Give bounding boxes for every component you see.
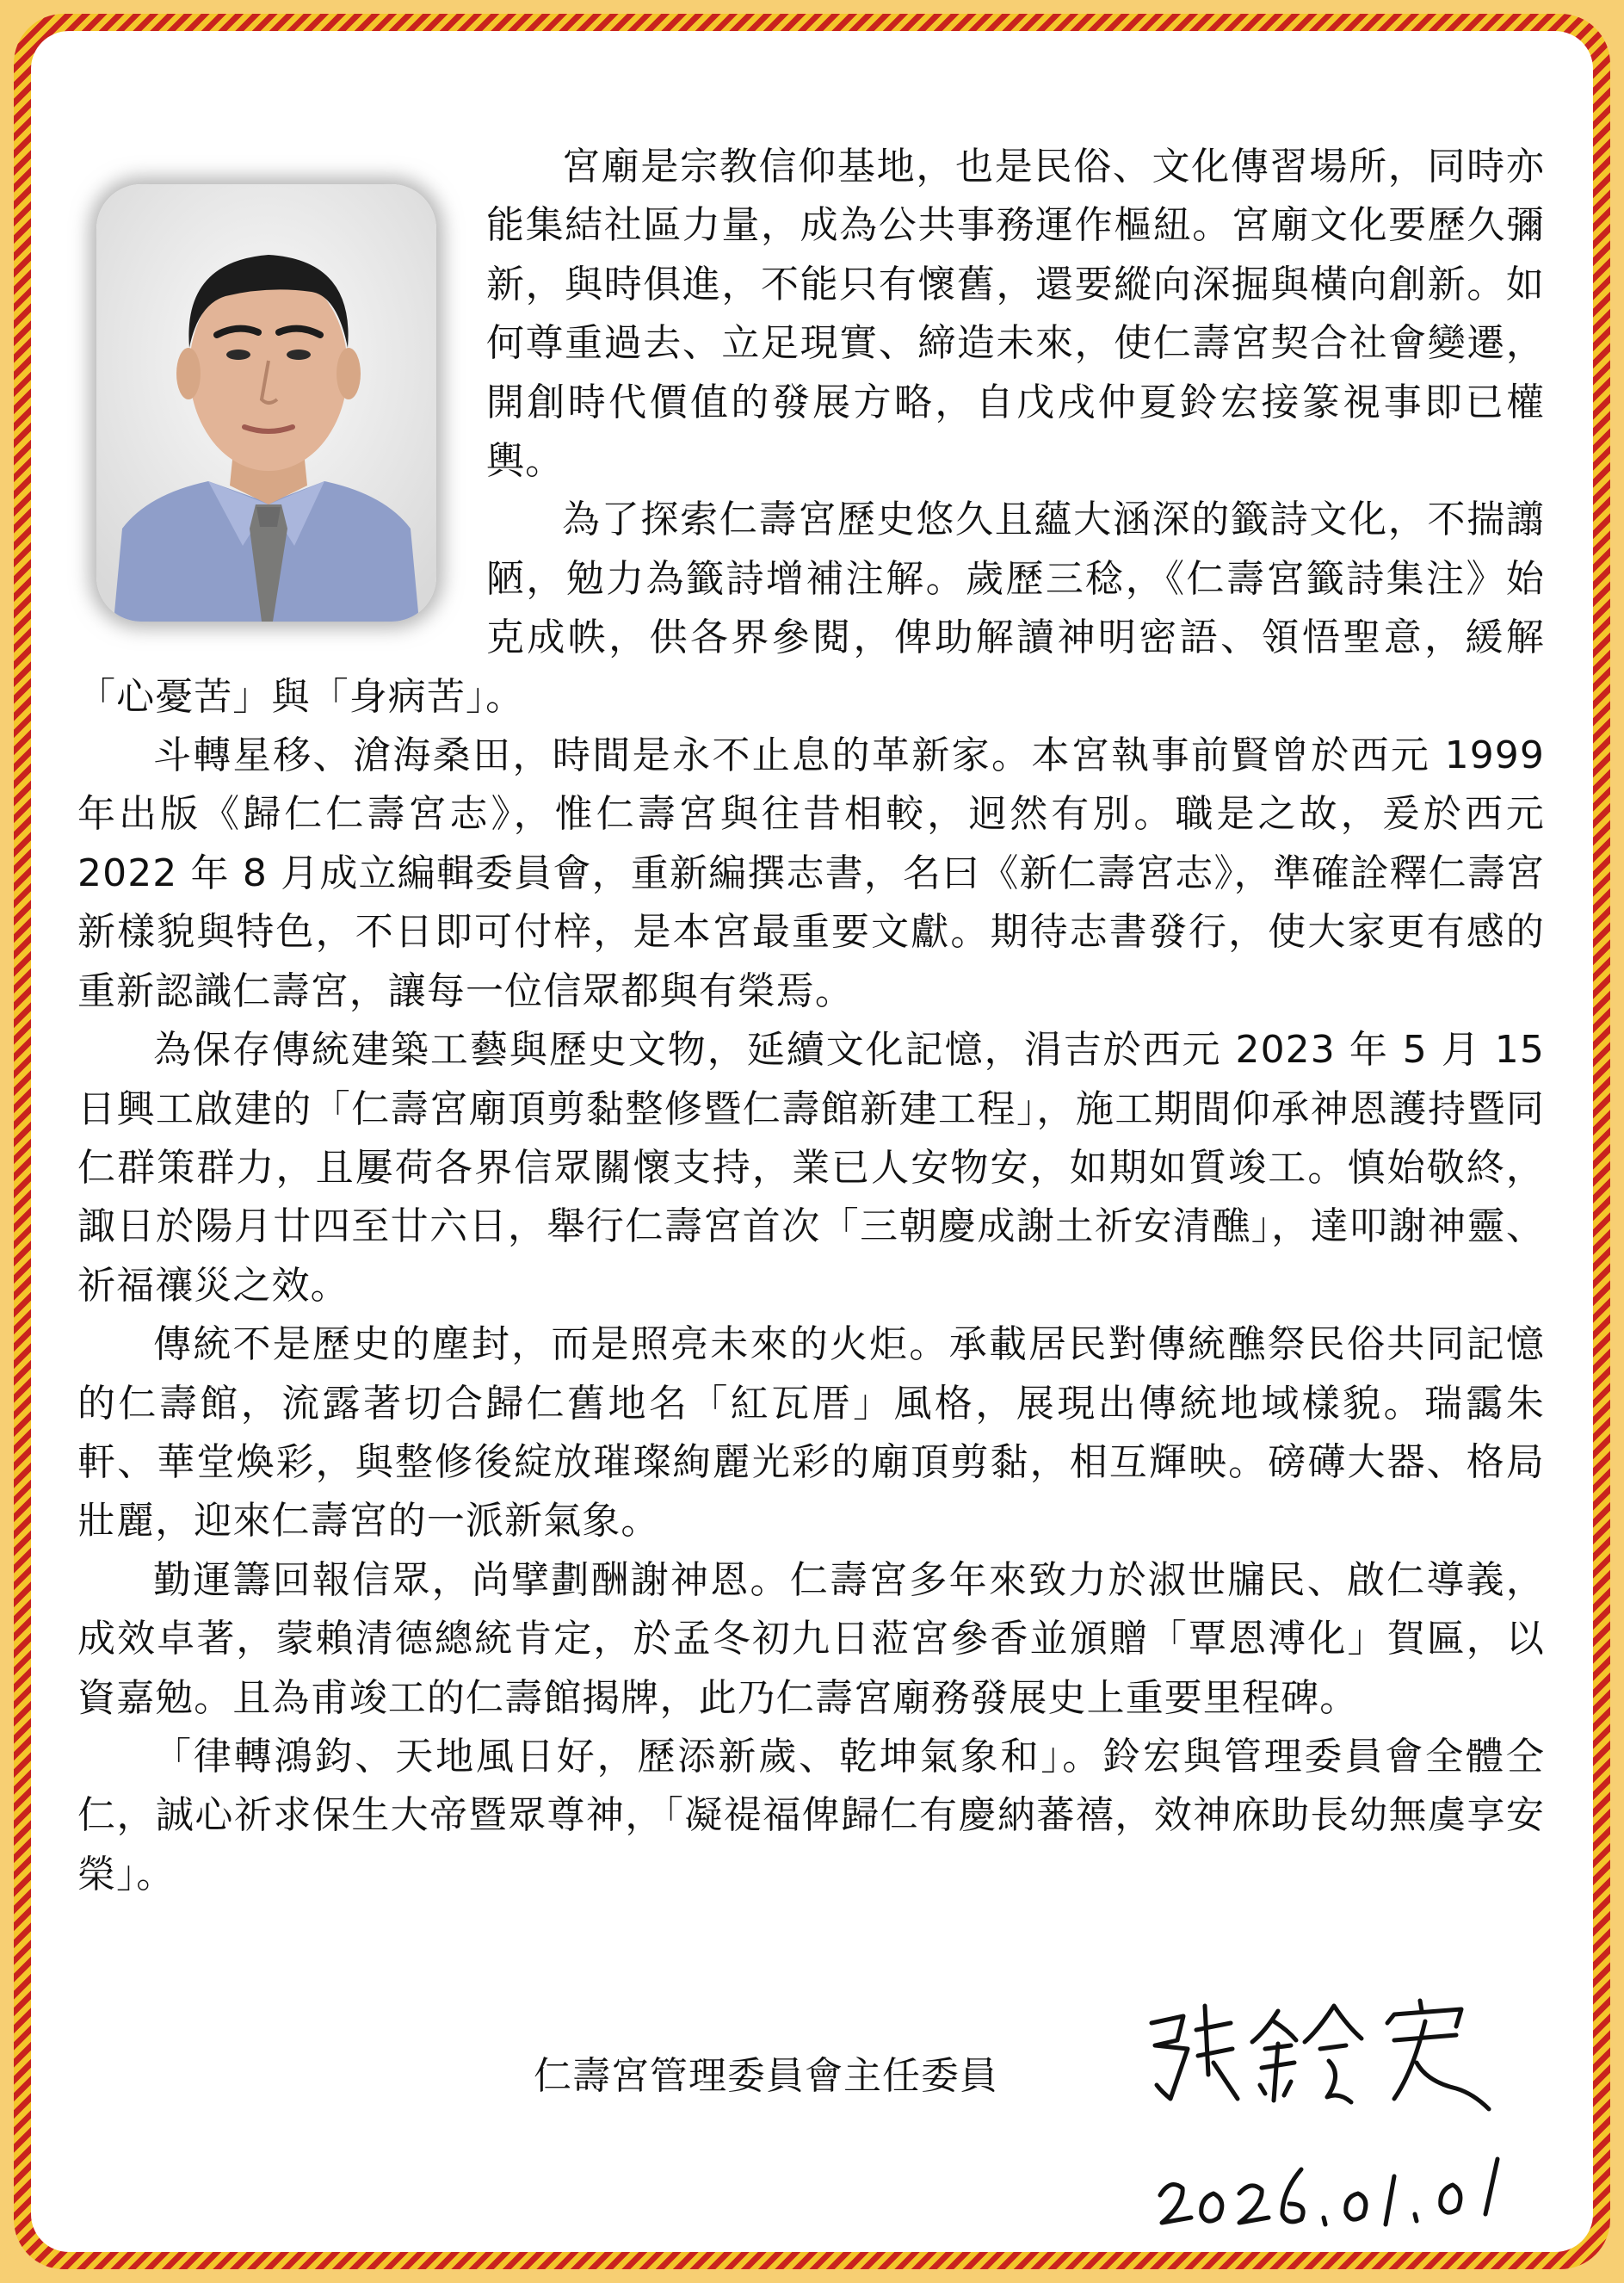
handwritten-signature [1136, 1989, 1497, 2118]
paragraph-4: 為保存傳統建築工藝與歷史文物，延續文化記憶，涓吉於西元 2023 年 5 月 15 日興工啟建的「仁壽宮廟頂剪黏整修暨仁壽館新建工程」，施工期間仰承神恩護持暨同仁群策群力，且屢荷各界信眾關懷支持，業已人安物安，如期如質竣工。慎始敬終，諏日於陽月廿四至廿六日，舉行仁壽宮首次「三朝慶成謝土祈安清醮」，達叩謝神靈、祈福禳災之效。 [77, 1028, 1545, 1308]
handwritten-date [1153, 2144, 1523, 2247]
photo-spacer [77, 138, 486, 663]
paragraph-2: 為了探索仁壽宮歷史悠久且蘊大涵深的籤詩文化，不揣譾陋，勉力為籤詩增補注解。歲歷三稔，《仁壽宮籤詩集注》始克成帙，供各界參閱，俾助解讀神明密語、領悟聖意，緩解「心憂苦」與「身病苦」。 [77, 498, 1545, 719]
signatory-title: 仁壽宮管理委員會主任委員 [534, 2054, 998, 2098]
letter-body [77, 138, 1545, 1904]
paragraph-3: 斗轉星移、滄海桑田，時間是永不止息的革新家。本宮執事前賢曾於西元 1999 年出版《歸仁仁壽宮志》，惟仁壽宮與往昔相較，迥然有別。職是之故，爰於西元 2022 年 8 月成立編輯委員會，重新編撰志書，名曰《新仁壽宮志》，準確詮釋仁壽宮新樣貌與特色，不日即可付梓，是本宮最重要文獻。期待志書發行，使大家更有感的重新認識仁壽宮，讓每一位信眾都與有榮焉。 [77, 733, 1545, 1013]
paragraph-6: 勤運籌回報信眾，尚擘劃酬謝神恩。仁壽宮多年來致力於淑世牖民、啟仁導義，成效卓著，蒙賴清德總統肯定，於孟冬初九日蒞宮參香並頒贈「覃恩溥化」賀匾，以資嘉勉。且為甫竣工的仁壽館揭牌，此乃仁壽宮廟務發展史上重要里程碑。 [77, 1557, 1545, 1720]
paragraph-1: 宮廟是宗教信仰基地，也是民俗、文化傳習場所，同時亦能集結社區力量，成為公共事務運作樞紐。宮廟文化要歷久彌新，與時俱進，不能只有懷舊，還要縱向深掘與橫向創新。如何尊重過去、立足現實、締造未來，使仁壽宮契合社會變遷，開創時代價值的發展方略，自戊戌仲夏鈴宏接篆視事即已權輿。 [486, 145, 1545, 484]
paragraph-7: 「律轉鴻鈞、天地風日好，歷添新歲、乾坤氣象和」。鈴宏與管理委員會全體仝仁，誠心祈求保生大帝暨眾尊神，「凝禔福俾歸仁有慶納蕃禧，效神庥助長幼無虞享安榮」。 [77, 1734, 1545, 1896]
paragraph-5: 傳統不是歷史的塵封，而是照亮未來的火炬。承載居民對傳統醮祭民俗共同記憶的仁壽館，流露著切合歸仁舊地名「紅瓦厝」風格，展現出傳統地域樣貌。瑞靄朱軒、華堂煥彩，與整修後綻放璀璨絢麗光彩的廟頂剪黏，相互輝映。磅礡大器、格局壯麗，迎來仁壽宮的一派新氣象。 [77, 1322, 1545, 1544]
